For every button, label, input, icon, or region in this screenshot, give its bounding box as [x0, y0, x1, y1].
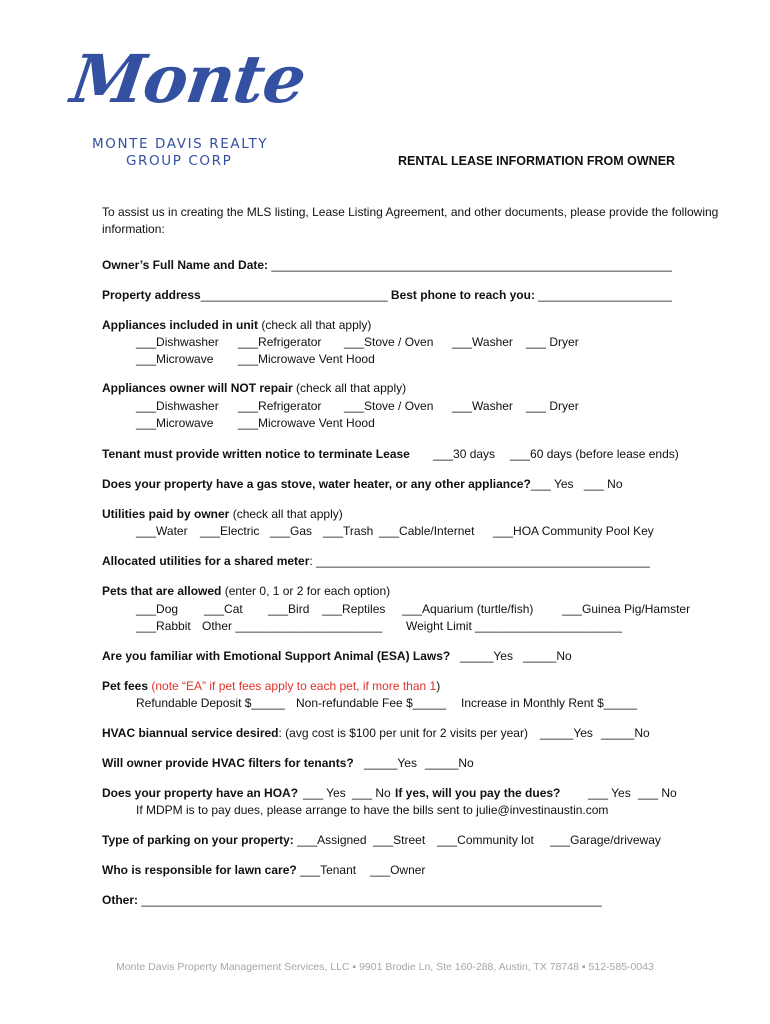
checkbox-hoa-pool-key[interactable]: ___HOA Community Pool Key	[493, 524, 654, 538]
checkbox-gas-yes[interactable]: ___ Yes	[530, 477, 574, 491]
hoa-row	[102, 785, 677, 802]
checkbox-electric[interactable]: ___Electric	[200, 524, 260, 538]
checkbox-dishwasher[interactable]: ___Dishwasher	[136, 335, 219, 349]
pet-fees-close: )	[436, 679, 441, 693]
checkbox-filters-yes[interactable]: _____Yes	[364, 756, 417, 770]
other-blank[interactable]: _____________________________________________________________________	[138, 893, 602, 907]
pets-row1	[136, 601, 690, 618]
esa-label: Are you familiar with Emotional Support Animal (ESA) Laws?	[102, 649, 451, 663]
checkbox-parking-street[interactable]: ___Street	[373, 833, 426, 847]
checkbox-trash[interactable]: ___Trash	[323, 524, 374, 538]
checkbox-repair-dishwasher[interactable]: ___Dishwasher	[136, 399, 219, 413]
appliances-included-label: Appliances included in unit	[102, 318, 259, 332]
checkbox-repair-stove-oven[interactable]: ___Stove / Oven	[344, 399, 434, 413]
pet-reptiles-field[interactable]: ___Reptiles	[322, 602, 386, 616]
logo-company-line2: GROUP CORP	[126, 153, 233, 169]
logo-company-line1: MONTE DAVIS REALTY	[92, 136, 269, 152]
hoa-note: If MDPM is to pay dues, please arrange to have the bills sent to julie@investinaustin.com	[136, 803, 609, 817]
allocated-utilities-blank[interactable]: : __________________________________________________	[309, 554, 650, 568]
checkbox-filters-no[interactable]: _____No	[425, 756, 474, 770]
utilities-label: Utilities paid by owner	[102, 507, 230, 521]
pets-heading	[102, 583, 390, 600]
document-title: RENTAL LEASE INFORMATION FROM OWNER	[398, 154, 676, 168]
non-refundable-fee-field[interactable]: Non-refundable Fee $_____	[296, 696, 447, 710]
appliances-included-row1	[136, 334, 579, 351]
pet-fees-note: (note “EA” if pet fees apply to each pet, if more than 1	[148, 679, 437, 693]
checkbox-stove-oven[interactable]: ___Stove / Oven	[344, 335, 434, 349]
owner-name-row	[102, 257, 672, 274]
company-logo	[66, 40, 311, 170]
utilities-note: (check all that apply)	[229, 507, 343, 521]
owner-name-label: Owner’s Full Name and Date:	[102, 258, 269, 272]
appliances-included-heading	[102, 317, 371, 334]
checkbox-washer[interactable]: ___Washer	[452, 335, 513, 349]
hoa-dues-label: If yes, will you pay the dues?	[395, 786, 561, 800]
other-label: Other:	[102, 893, 138, 907]
pet-fees-label: Pet fees	[102, 679, 149, 693]
checkbox-repair-microwave-vent-hood[interactable]: ___Microwave Vent Hood	[238, 416, 375, 430]
hvac-service-label: HVAC biannual service desired	[102, 726, 279, 740]
hvac-filters-label: Will owner provide HVAC filters for tenants?	[102, 756, 354, 770]
owner-name-blank[interactable]: ____________________________________________________________	[268, 258, 672, 272]
intro-text: To assist us in creating the MLS listing, Lease Listing Agreement, and other documents, please provide the following information:	[102, 205, 719, 236]
checkbox-refrigerator[interactable]: ___Refrigerator	[238, 335, 322, 349]
checkbox-repair-washer[interactable]: ___Washer	[452, 399, 513, 413]
checkbox-esa-no[interactable]: _____No	[523, 649, 572, 663]
checkbox-microwave[interactable]: ___Microwave	[136, 352, 214, 366]
pets-note: (enter 0, 1 or 2 for each option)	[221, 584, 391, 598]
hvac-filters-row	[102, 755, 474, 772]
esa-row	[102, 648, 572, 665]
checkbox-hvac-no[interactable]: _____No	[600, 726, 650, 740]
allocated-utilities-label: Allocated utilities for a shared meter	[102, 554, 310, 568]
parking-row	[102, 832, 661, 849]
checkbox-repair-microwave[interactable]: ___Microwave	[136, 416, 214, 430]
pet-fees-heading	[102, 678, 440, 695]
tenant-notice-label: Tenant must provide written notice to terminate Lease	[102, 447, 410, 461]
allocated-utilities-row	[102, 553, 650, 570]
checkbox-dues-no[interactable]: ___ No	[638, 786, 677, 800]
gas-appliance-row	[102, 476, 623, 493]
pet-aquarium-field[interactable]: ___Aquarium (turtle/fish)	[402, 602, 534, 616]
checkbox-gas-no[interactable]: ___ No	[583, 477, 623, 491]
checkbox-lawn-tenant[interactable]: ___Tenant	[300, 863, 357, 877]
hvac-service-row	[102, 725, 650, 742]
appliances-repair-note: (check all that apply)	[292, 381, 407, 395]
checkbox-parking-garage[interactable]: ___Garage/driveway	[550, 833, 661, 847]
utilities-options-row	[136, 523, 654, 540]
pet-fees-row	[136, 695, 637, 712]
hoa-label: Does your property have an HOA?	[102, 786, 299, 800]
pet-other-field[interactable]: Other ______________________	[202, 619, 383, 633]
property-address-label: Property address	[102, 288, 201, 302]
pet-guinea-pig-field[interactable]: ___Guinea Pig/Hamster	[562, 602, 691, 616]
pets-label: Pets that are allowed	[102, 584, 222, 598]
checkbox-hoa-yes[interactable]: ___ Yes	[303, 786, 346, 800]
pet-bird-field[interactable]: ___Bird	[268, 602, 310, 616]
checkbox-60-days[interactable]: ___60 days (before lease ends)	[510, 447, 679, 461]
utilities-heading	[102, 506, 343, 523]
checkbox-parking-community-lot[interactable]: ___Community lot	[437, 833, 534, 847]
checkbox-dryer[interactable]: ___ Dryer	[526, 335, 579, 349]
property-address-row	[102, 287, 672, 304]
pet-dog-field[interactable]: ___Dog	[136, 602, 179, 616]
pet-weight-limit-field[interactable]: Weight Limit ______________________	[406, 619, 622, 633]
other-row	[102, 892, 602, 909]
lawn-care-row	[102, 862, 425, 879]
checkbox-hvac-yes[interactable]: _____Yes	[539, 726, 593, 740]
checkbox-hoa-no[interactable]: ___ No	[352, 786, 391, 800]
checkbox-microwave-vent-hood[interactable]: ___Microwave Vent Hood	[238, 352, 375, 366]
checkbox-repair-refrigerator[interactable]: ___Refrigerator	[238, 399, 322, 413]
checkbox-parking-assigned[interactable]: ___Assigned	[297, 833, 367, 847]
logo-script: Monte	[66, 40, 311, 118]
appliances-included-row2	[136, 351, 375, 368]
checkbox-water[interactable]: ___Water	[136, 524, 188, 538]
lawn-care-label: Who is responsible for lawn care?	[102, 863, 297, 877]
rent-increase-field[interactable]: Increase in Monthly Rent $_____	[461, 696, 638, 710]
checkbox-cable-internet[interactable]: ___Cable/Internet	[379, 524, 475, 538]
parking-label: Type of parking on your property:	[102, 833, 294, 847]
pet-rabbit-field[interactable]: ___Rabbit	[136, 619, 191, 633]
refundable-deposit-field[interactable]: Refundable Deposit $_____	[136, 696, 285, 710]
hvac-service-note: : (avg cost is $100 per unit for 2 visits per year)	[278, 726, 528, 740]
checkbox-30-days[interactable]: ___30 days	[433, 447, 496, 461]
checkbox-repair-dryer[interactable]: ___ Dryer	[526, 399, 579, 413]
appliances-repair-row2	[136, 415, 375, 432]
checkbox-dues-yes[interactable]: ___ Yes	[588, 786, 631, 800]
appliances-repair-row1	[136, 398, 579, 415]
checkbox-gas-utility[interactable]: ___Gas	[270, 524, 313, 538]
checkbox-lawn-owner[interactable]: ___Owner	[370, 863, 426, 877]
pet-cat-field[interactable]: ___Cat	[204, 602, 243, 616]
best-phone-blank[interactable]: ____________________	[534, 288, 672, 302]
appliances-repair-label: Appliances owner will NOT repair	[102, 381, 293, 395]
checkbox-esa-yes[interactable]: _____Yes	[460, 649, 513, 663]
best-phone-label: Best phone to reach you:	[390, 288, 535, 302]
appliances-included-note: (check all that apply)	[258, 318, 372, 332]
tenant-notice-row	[102, 446, 679, 463]
appliances-repair-heading	[102, 380, 406, 397]
page-footer: Monte Davis Property Management Services, LLC ▪ 9901 Brodie Ln, Ste 160-288, Austin, TX 78748 ▪ 512-585-0043	[116, 961, 654, 973]
pets-row2	[136, 618, 622, 635]
gas-appliance-label: Does your property have a gas stove, water heater, or any other appliance?	[102, 477, 531, 491]
property-address-blank[interactable]: ____________________________	[200, 288, 391, 302]
